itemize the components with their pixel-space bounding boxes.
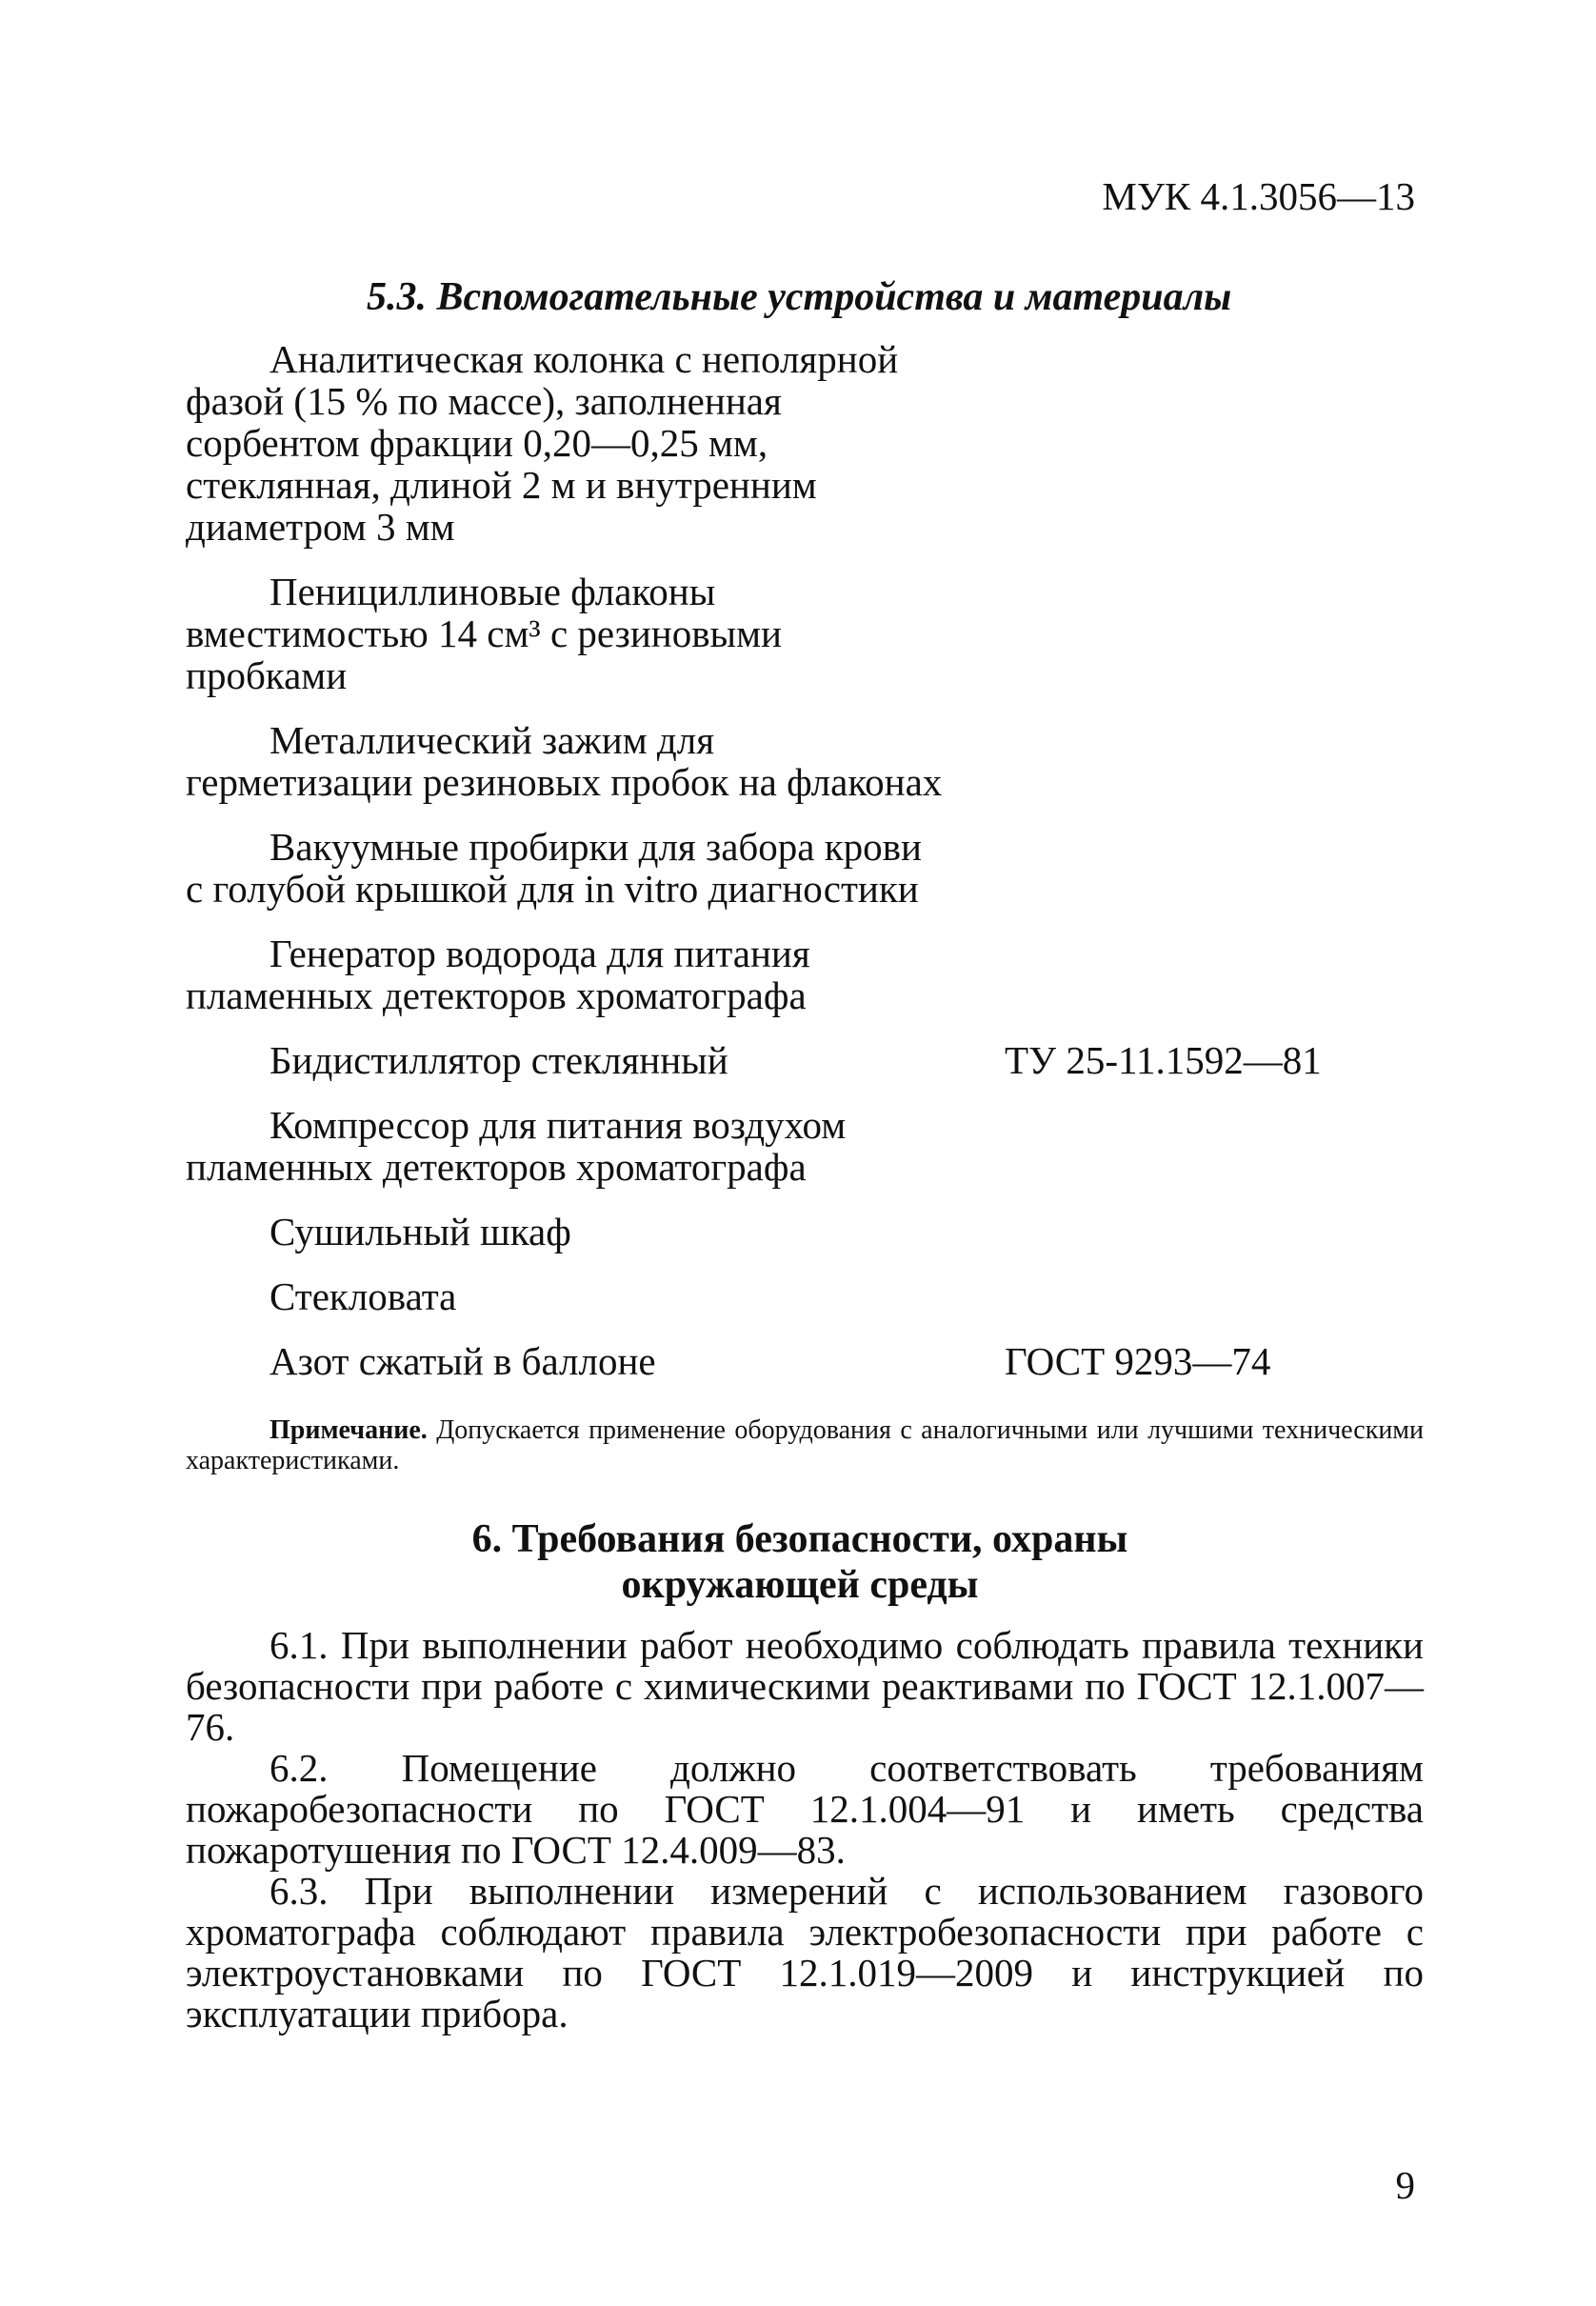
equipment-note [186,1415,1424,1476]
paragraph-6-2: 6.2. Помещение должно соответствовать требованиям пожаробезопасности по ГОСТ 12.1.004—91 и иметь средства пожаротушения по ГОСТ 12.4.009—83. [186,1746,1424,1872]
equipment-item [186,1211,1433,1253]
equipment-item [186,1275,1433,1317]
equipment-list [186,338,1433,1405]
equipment-name: Бидистиллятор стеклянный [269,1038,728,1082]
equipment-name: Сушильный шкаф [269,1210,571,1253]
equipment-item [186,1039,1433,1081]
paragraph-6-3: 6.3. При выполнении измерений с использованием газового хроматографа соблюдают правила электробезопасности при работе с электроустановками по ГОСТ 12.1.019—2009 и инструкцией по эксплуатации прибора. [186,1869,1424,2035]
page-number: 9 [1395,2163,1415,2207]
document-code: МУК 4.1.3056—13 [1102,174,1415,218]
equipment-item [186,719,1433,803]
equipment-item [186,826,1433,910]
equipment-name: Генератор водорода для питания пламенных детекторов хроматографа [186,932,810,1017]
equipment-item [186,338,1433,548]
equipment-name: Стекловата [269,1274,457,1318]
equipment-spec: ГОСТ 9293—74 [1005,1339,1271,1383]
section-6-body [186,1625,1424,2035]
equipment-item [186,932,1433,1016]
equipment-item [186,1104,1433,1188]
note-label: Примечание. [269,1415,428,1445]
equipment-spec: ТУ 25-11.1592—81 [1005,1038,1322,1082]
section-6-heading-line1: 6. Требования безопасности, охраны [471,1517,1128,1561]
equipment-name: Аналитическая колонка с неполярной фазой (15 % по массе), заполненная сорбентом фракции 0,20—0,25 мм, стеклянная, длиной 2 м и внутренним диаметром 3 мм [186,337,899,549]
section-6-heading [324,1516,1276,1608]
section-5-3-heading: 5.3. Вспомогательные устройства и материалы [367,275,1232,319]
equipment-item [186,1340,1433,1382]
equipment-item [186,571,1433,696]
equipment-name: Компрессор для питания воздухом пламенных детекторов хроматографа [186,1103,847,1189]
note-text: Допускается применение оборудования с аналогичными или лучшими техническими характеристиками. [186,1415,1424,1475]
paragraph-6-1: 6.1. При выполнении работ необходимо соблюдать правила техники безопасности при работе с химическими реактивами по ГОСТ 12.1.007—76. [186,1623,1424,1749]
equipment-name: Вакуумные пробирки для забора крови с голубой крышкой для in vitro диагностики [186,825,922,911]
section-6-heading-line2: окружающей среды [621,1563,979,1607]
equipment-name: Азот сжатый в баллоне [269,1339,656,1383]
equipment-name: Металлический зажим для герметизации резиновых пробок на флаконах [186,718,943,804]
equipment-name: Пенициллиновые флаконы вместимостью 14 см³ с резиновыми пробками [186,570,782,697]
